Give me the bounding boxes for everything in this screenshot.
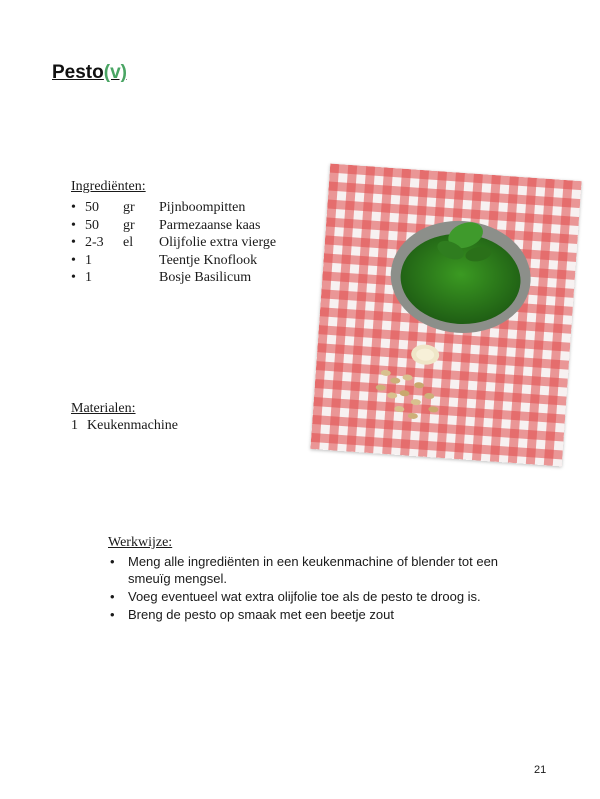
ingredient-item: • 50 gr Parmezaanse kaas — [71, 217, 261, 233]
ingredient-unit: gr — [123, 200, 135, 215]
ingredient-name: Olijfolie extra vierge — [159, 235, 277, 250]
ingredient-qty: 1 — [85, 270, 92, 285]
ingredient-unit — [123, 252, 159, 270]
ingredient-unit: gr — [123, 217, 135, 233]
ingredients-heading: Ingrediënten: — [71, 179, 146, 194]
ingredient-item: • 50 gr Pijnboompitten — [71, 200, 246, 215]
ingredients-list — [71, 199, 276, 287]
page-number: 21 — [534, 764, 547, 776]
pesto-photo — [310, 164, 581, 467]
recipe-title — [52, 62, 127, 84]
ingredient-qty: 50 — [85, 200, 99, 215]
material-name: Keukenmachine — [87, 418, 178, 433]
ingredient-qty: 50 — [85, 217, 99, 233]
ingredient-qty: 1 — [85, 252, 92, 268]
ingredient-unit: el — [123, 235, 134, 250]
method-steps — [108, 553, 538, 624]
ingredient-qty: 2-3 — [85, 235, 104, 250]
ingredient-item: • 1 Bosje Basilicum — [71, 270, 252, 285]
ingredient-name: Pijnboompitten — [159, 200, 246, 215]
ingredient-name: Teentje Knoflook — [159, 252, 258, 268]
material-item — [71, 418, 178, 434]
materials-heading: Materialen: — [71, 401, 136, 416]
method-step: • Meng alle ingrediënten in een keukenmachine of blender tot een smeuïg mengsel. — [108, 553, 538, 587]
ingredient-name: Bosje Basilicum — [159, 270, 252, 285]
recipe-name: Pesto — [52, 62, 104, 83]
material-qty: 1 — [71, 418, 78, 433]
ingredient-name: Parmezaanse kaas — [159, 217, 261, 233]
method-step: • Voeg eventueel wat extra olijfolie toe als de pesto te droog is. — [108, 588, 538, 605]
ingredient-item: • 1 Teentje Knoflook — [71, 252, 258, 268]
ingredient-unit — [123, 269, 159, 287]
method-step: • Breng de pesto op smaak met een beetje zout — [108, 606, 538, 623]
vegetarian-mark: (v) — [103, 62, 127, 83]
method-heading: Werkwijze: — [108, 535, 173, 550]
ingredient-item: • 2-3 el Olijfolie extra vierge — [71, 235, 277, 250]
